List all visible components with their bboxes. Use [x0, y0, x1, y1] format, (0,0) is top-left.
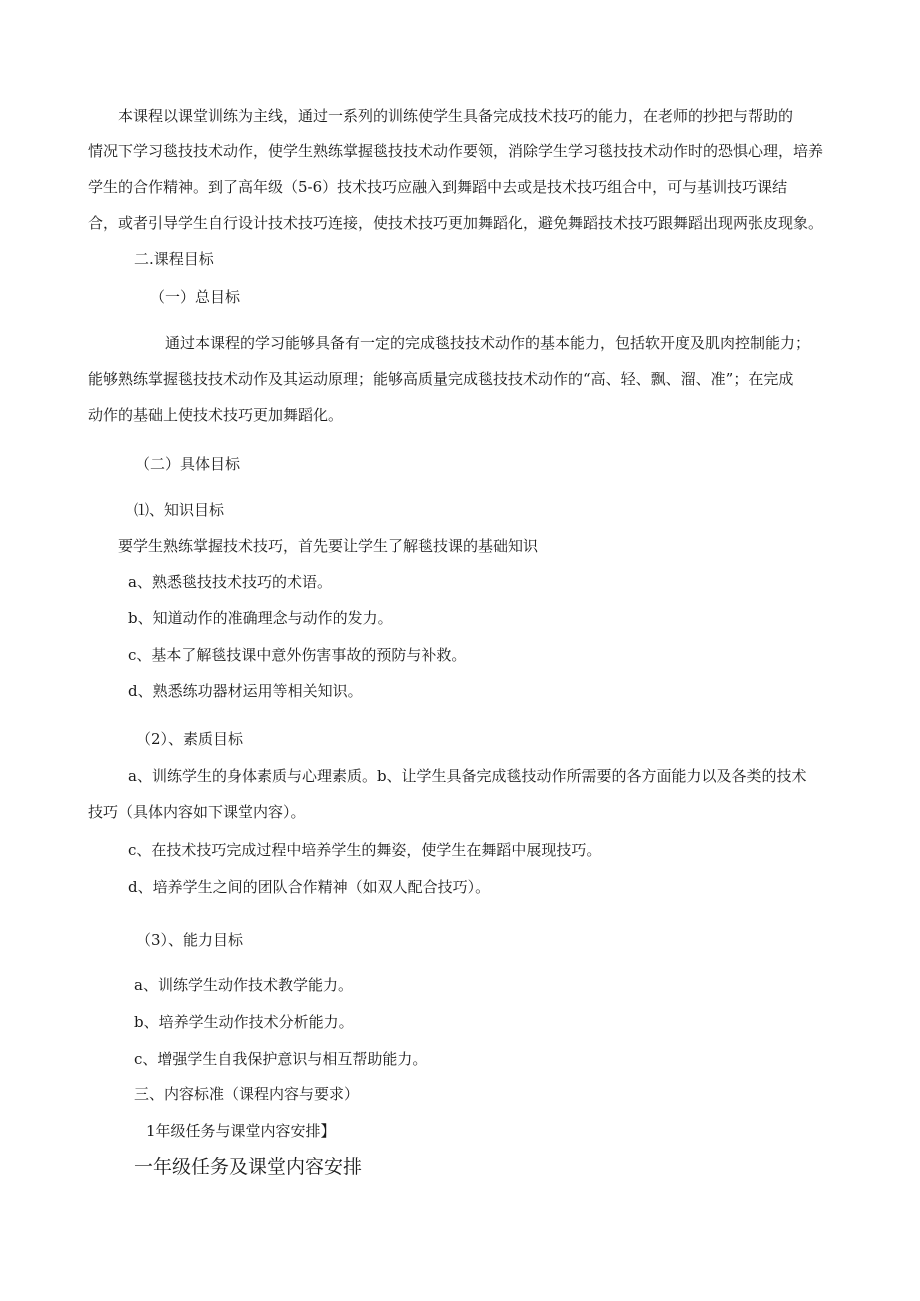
specific-goal-title: （二）具体目标 [135, 455, 241, 473]
general-goal-title: （一）总目标 [150, 288, 241, 306]
ability-item-a: a、训练学生动作技术教学能力。 [134, 976, 353, 994]
quality-goal-line-1: a、训练学生的身体素质与心理素质。b、让学生具备完成毯技动作所需要的各方面能力以及各类的技术 [128, 767, 807, 785]
ability-goal-title: （3）、能力目标 [136, 931, 244, 949]
knowledge-item-a: a、熟悉毯技技术技巧的术语。 [128, 573, 332, 591]
section-2-title: 二.课程目标 [134, 250, 214, 268]
ability-item-c: c、增强学生自我保护意识与相互帮助能力。 [134, 1050, 428, 1068]
knowledge-item-b: b、知道动作的准确理念与动作的发力。 [128, 609, 393, 627]
general-goal-line-2: 能够熟练掌握毯技技术动作及其运动原理；能够高质量完成毯技技术动作的“高、轻、飘、溜、准”；在完成 [88, 370, 794, 388]
quality-item-c: c、在技术技巧完成过程中培养学生的舞姿，使学生在舞蹈中展现技巧。 [128, 841, 602, 859]
intro-paragraph-line-3: 学生的合作精神。到了高年级（5-6）技术技巧应融入到舞蹈中去或是技术技巧组合中，可与基训技巧课结 [88, 178, 788, 196]
ability-item-b: b、培养学生动作技术分析能力。 [134, 1013, 354, 1031]
quality-item-d: d、培养学生之间的团队合作精神（如双人配合技巧）。 [128, 878, 491, 896]
grade-1-heading: 一年级任务及课堂内容安排 [134, 1156, 363, 1178]
quality-goal-line-2: 技巧（具体内容如下课堂内容）。 [88, 803, 306, 821]
knowledge-item-d: d、熟悉练功器材运用等相关知识。 [128, 682, 363, 700]
intro-paragraph-line-4: 合，或者引导学生自行设计技术技巧连接，使技术技巧更加舞蹈化，避免舞蹈技术技巧跟舞蹈出现两张皮现象。 [88, 214, 824, 232]
section-3-title: 三、内容标准（课程内容与要求） [134, 1085, 360, 1103]
general-goal-line-1: 通过本课程的学习能够具备有一定的完成毯技技术动作的基本能力，包括软开度及肌肉控制能力； [165, 334, 811, 352]
knowledge-goal-intro: 要学生熟练掌握技术技巧，首先要让学生了解毯技课的基础知识 [118, 537, 539, 555]
general-goal-line-3: 动作的基础上使技术技巧更加舞蹈化。 [88, 406, 344, 424]
knowledge-item-c: c、基本了解毯技课中意外伤害事故的预防与补救。 [128, 646, 467, 664]
intro-paragraph-line-2: 情况下学习毯技技术动作，使学生熟练掌握毯技技术动作要领，消除学生学习毯技技术动作时的恐惧心理，培养 [88, 142, 824, 160]
knowledge-goal-title: ⑴、知识目标 [134, 501, 225, 519]
grade-1-label: 1年级任务与课堂内容安排】 [146, 1122, 336, 1140]
intro-paragraph-line-1: 本课程以课堂训练为主线，通过一系列的训练使学生具备完成技术技巧的能力，在老师的抄把与帮助的 [118, 107, 794, 125]
quality-goal-title: （2）、素质目标 [136, 730, 244, 748]
